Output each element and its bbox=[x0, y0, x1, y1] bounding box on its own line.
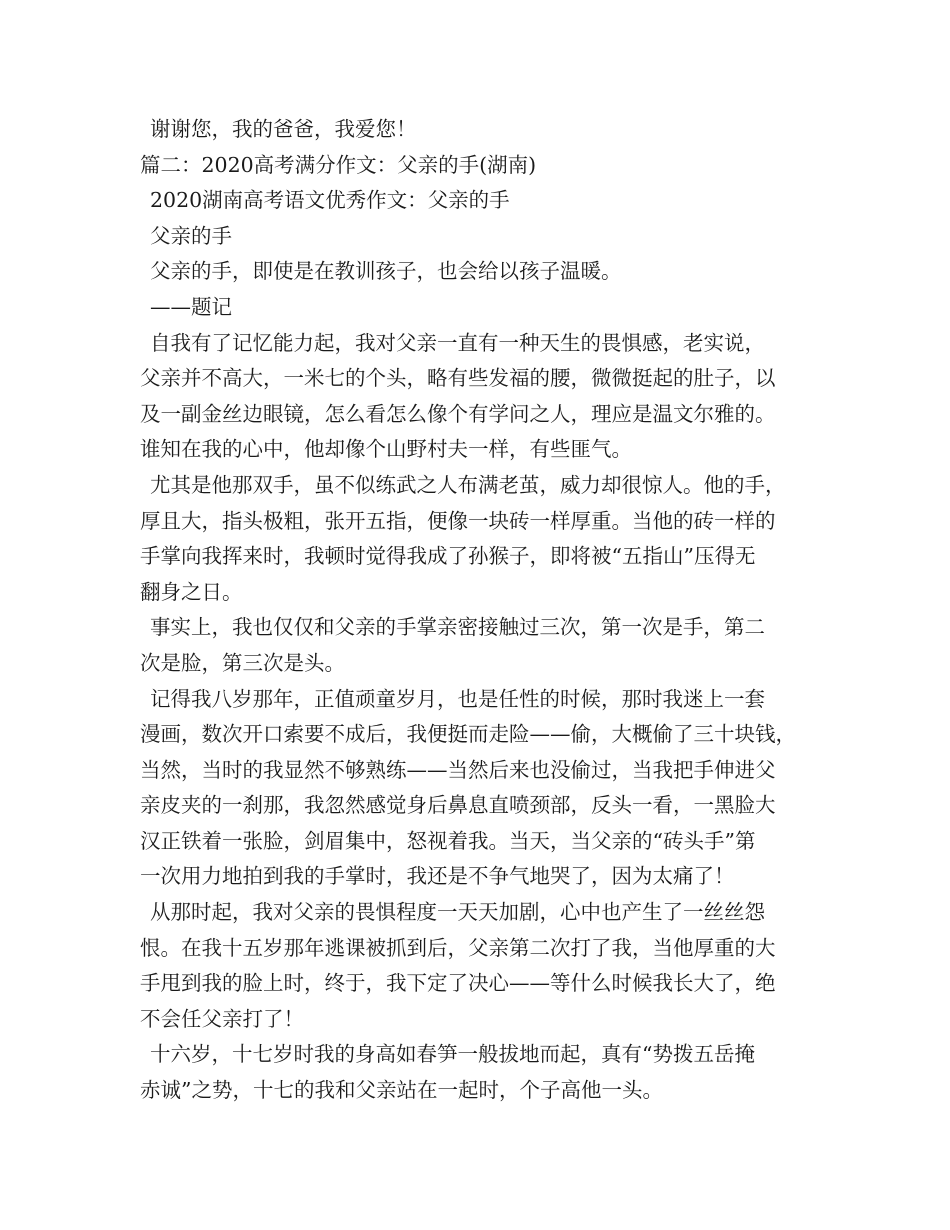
text-line: 手甩到我的脸上时，终于，我下定了决心——等什么时候我长大了，绝 bbox=[140, 971, 776, 996]
section-heading: 篇二：2020高考满分作文：父亲的手(湖南) bbox=[140, 152, 537, 177]
text-line: 记得我八岁那年，正值顽童岁月，也是任性的时候，那时我迷上一套 bbox=[150, 686, 765, 711]
text-line: 次是脸，第三次是头。 bbox=[140, 650, 345, 675]
text-line: 尤其是他那双手，虽不似练武之人布满老茧，威力却很惊人。他的手， bbox=[150, 472, 786, 497]
text-line: 从那时起，我对父亲的畏惧程度一天天加剧，心中也产生了一丝丝怨 bbox=[150, 900, 765, 925]
text-line: 漫画，数次开口索要不成后，我便挺而走险——偷，大概偷了三十块钱， bbox=[140, 722, 796, 747]
text-line: 自我有了记忆能力起，我对父亲一直有一种天生的畏惧感，老实说， bbox=[150, 330, 765, 355]
text-line: 父亲的手，即使是在教训孩子，也会给以孩子温暖。 bbox=[150, 259, 622, 284]
text-line: 恨。在我十五岁那年逃课被抓到后，父亲第二次打了我，当他厚重的大 bbox=[140, 935, 776, 960]
text-line: 一次用力地拍到我的手掌时，我还是不争气地哭了，因为太痛了！ bbox=[140, 864, 735, 889]
text-line: 翻身之日。 bbox=[140, 579, 243, 604]
essay-body bbox=[140, 112, 820, 1109]
text-line: 手掌向我挥来时，我顿时觉得我成了孙猴子，即将被“五指山”压得无 bbox=[140, 544, 756, 569]
text-line: 谁知在我的心中，他却像个山野村夫一样，有些匪气。 bbox=[140, 437, 632, 462]
text-line: 当然，当时的我显然不够熟练——当然后来也没偷过，当我把手伸进父 bbox=[140, 757, 776, 782]
text-line: 厚且大，指头极粗，张开五指，便像一块砖一样厚重。当他的砖一样的 bbox=[140, 508, 776, 533]
text-line: ——题记 bbox=[150, 294, 232, 319]
text-line: 十六岁，十七岁时我的身高如春笋一般拔地而起，真有“势拨五岳掩 bbox=[150, 1042, 755, 1067]
text-line: 谢谢您，我的爸爸，我爱您！ bbox=[150, 117, 417, 141]
text-line: 父亲的手 bbox=[150, 223, 232, 248]
text-line: 赤诚”之势，十七的我和父亲站在一起时，个子高他一头。 bbox=[140, 1078, 663, 1103]
text-line: 事实上，我也仅仅和父亲的手掌亲密接触过三次，第一次是手，第二 bbox=[150, 615, 765, 640]
text-line: 父亲并不高大，一米七的个头，略有些发福的腰，微微挺起的肚子，以 bbox=[140, 366, 776, 391]
text-line: 2020湖南高考语文优秀作文：父亲的手 bbox=[150, 188, 510, 213]
text-line: 不会任父亲打了！ bbox=[140, 1006, 304, 1031]
text-line: 及一副金丝边眼镜，怎么看怎么像个有学问之人，理应是温文尔雅的。 bbox=[140, 401, 776, 426]
text-line: 亲皮夹的一刹那，我忽然感觉身后鼻息直喷颈部，反头一看，一黑脸大 bbox=[140, 793, 776, 818]
text-line: 汉正铁着一张脸，剑眉集中，怒视着我。当天，当父亲的“砖头手”第 bbox=[140, 828, 756, 853]
